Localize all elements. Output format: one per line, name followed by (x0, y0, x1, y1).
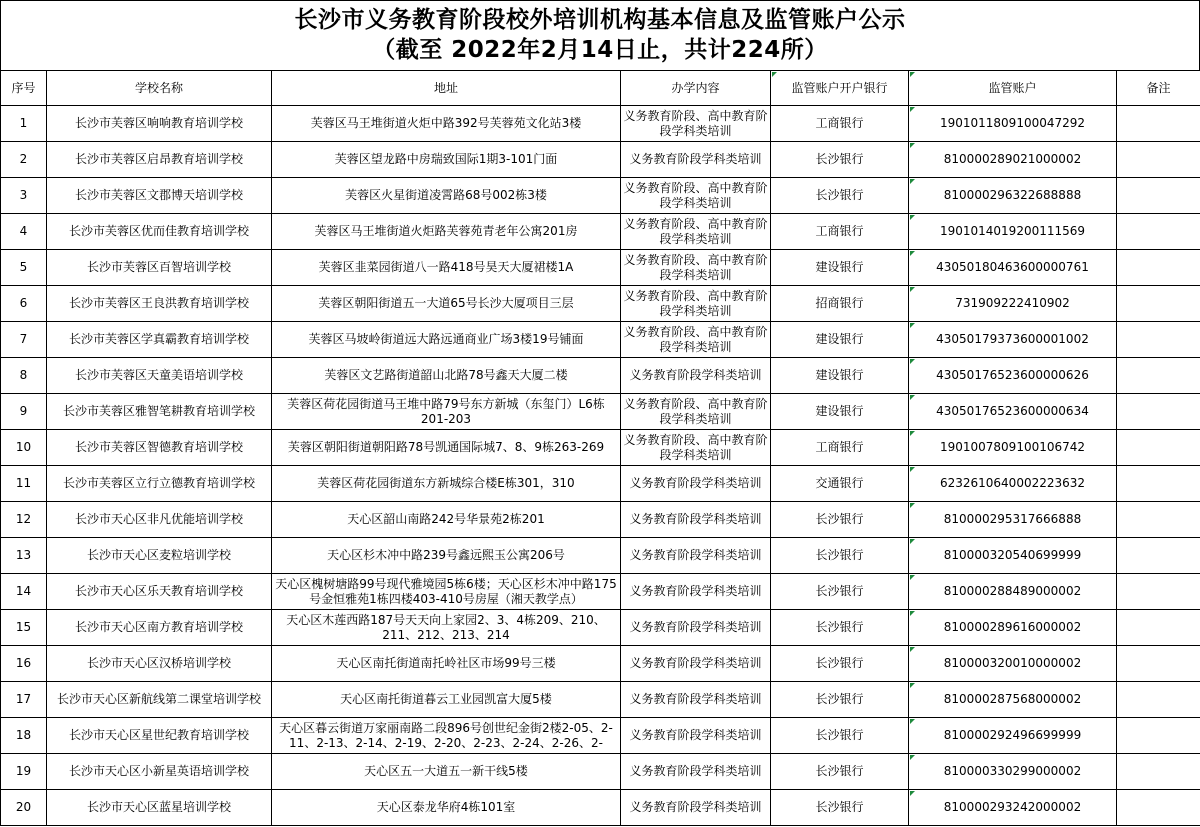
cell-address[interactable] (272, 502, 621, 538)
table-row (1, 394, 1200, 430)
cell-bank[interactable] (771, 430, 909, 466)
cell-school[interactable] (47, 142, 272, 178)
cell-content-text: 义务教育阶段学科类培训 (629, 512, 762, 526)
cell-school-text: 长沙市芙蓉区学真霸教育培训学校 (68, 332, 249, 346)
cell-no-text: 4 (19, 224, 28, 238)
cell-no-text: 8 (19, 368, 28, 382)
cell-school[interactable] (47, 502, 272, 538)
cell-bank-text: 建设银行 (815, 404, 864, 418)
cell-content-text: 义务教育阶段学科类培训 (629, 620, 762, 634)
cell-school[interactable] (47, 106, 272, 142)
cell-content[interactable] (621, 574, 771, 610)
cell-address-text: 天心区槐树塘路99号现代雅境园5栋6楼；天心区杉木冲中路175号金恒雅苑1栋四楼403-410号房屋（湘天教学点） (275, 576, 617, 606)
cell-bank-text: 长沙银行 (815, 656, 864, 670)
cell-bank-text: 长沙银行 (815, 692, 864, 706)
cell-bank[interactable] (771, 610, 909, 646)
cell-account[interactable] (909, 538, 1117, 574)
cell-content[interactable] (621, 502, 771, 538)
cell-bank[interactable] (771, 754, 909, 790)
cell-school-text: 长沙市天心区南方教育培训学校 (74, 620, 243, 634)
table-row (1, 754, 1200, 790)
cell-no-text: 3 (19, 188, 28, 202)
cell-school[interactable] (47, 430, 272, 466)
cell-address[interactable] (272, 178, 621, 214)
cell-address[interactable] (272, 142, 621, 178)
cell-school[interactable] (47, 538, 272, 574)
cell-note[interactable] (1117, 718, 1200, 754)
cell-school-text: 长沙市芙蓉区天童美语培训学校 (74, 368, 243, 382)
cell-bank[interactable] (771, 250, 909, 286)
page-title: 长沙市义务教育阶段校外培训机构基本信息及监管账户公示 (294, 7, 906, 33)
cell-school[interactable] (47, 790, 272, 826)
cell-note[interactable] (1117, 214, 1200, 250)
table-row (1, 718, 1200, 754)
cell-address-text: 天心区南托街道南托岭社区市场99号三楼 (336, 656, 556, 670)
cell-account[interactable] (909, 574, 1117, 610)
cell-address-text: 芙蓉区马王堆街道火炬路芙蓉苑青老年公寓201房 (314, 224, 578, 238)
cell-school[interactable] (47, 214, 272, 250)
cell-content[interactable] (621, 178, 771, 214)
cell-bank-text: 长沙银行 (815, 512, 864, 526)
cell-no-text: 2 (19, 152, 28, 166)
cell-no-text: 19 (15, 764, 32, 778)
cell-address[interactable] (272, 610, 621, 646)
cell-content-text: 义务教育阶段、高中教育阶段学科类培训 (623, 180, 768, 210)
cell-no-text: 7 (19, 332, 28, 346)
cell-account-text: 810000292496699999 (943, 728, 1082, 742)
cell-bank-text: 长沙银行 (815, 548, 864, 562)
cell-content[interactable] (621, 538, 771, 574)
cell-account[interactable] (909, 466, 1117, 502)
cell-account-text: 1901011809100047292 (939, 116, 1086, 130)
table-row (1, 610, 1200, 646)
cell-no-text: 12 (15, 512, 32, 526)
cell-account[interactable] (909, 106, 1117, 142)
cell-no[interactable] (1, 502, 47, 538)
cell-note[interactable] (1117, 538, 1200, 574)
cell-content-text: 义务教育阶段、高中教育阶段学科类培训 (623, 432, 768, 462)
cell-bank-text: 长沙银行 (815, 584, 864, 598)
cell-account[interactable] (909, 718, 1117, 754)
cell-content-text: 义务教育阶段、高中教育阶段学科类培训 (623, 252, 768, 282)
cell-bank-text: 长沙银行 (815, 620, 864, 634)
cell-content-text: 义务教育阶段、高中教育阶段学科类培训 (623, 216, 768, 246)
cell-note[interactable] (1117, 790, 1200, 826)
cell-no[interactable] (1, 250, 47, 286)
cell-address[interactable] (272, 106, 621, 142)
cell-no-text: 14 (15, 584, 32, 598)
cell-address[interactable] (272, 754, 621, 790)
cell-bank-text: 长沙银行 (815, 728, 864, 742)
cell-account[interactable] (909, 646, 1117, 682)
cell-account-text: 810000289616000002 (943, 620, 1082, 634)
cell-school[interactable] (47, 322, 272, 358)
header-cell-note[interactable]: 备注 (1117, 71, 1200, 106)
cell-address-text: 天心区南托街道暮云工业园凯富大厦5楼 (340, 692, 552, 706)
cell-school[interactable] (47, 466, 272, 502)
cell-account-text: 731909222410902 (955, 296, 1070, 310)
cell-content[interactable] (621, 142, 771, 178)
cell-address-text: 芙蓉区马坡岭街道远大路远通商业广场3楼19号铺面 (308, 332, 584, 346)
cell-content[interactable] (621, 250, 771, 286)
header-cell-no[interactable]: 序号 (1, 71, 47, 106)
cell-account[interactable] (909, 790, 1117, 826)
cell-no[interactable] (1, 142, 47, 178)
cell-account[interactable] (909, 142, 1117, 178)
cell-note[interactable] (1117, 106, 1200, 142)
cell-address[interactable] (272, 466, 621, 502)
cell-account[interactable] (909, 286, 1117, 322)
cell-bank-text: 建设银行 (815, 260, 864, 274)
cell-address-text: 芙蓉区望龙路中房瑞致国际1期3-101门面 (334, 152, 558, 166)
cell-account[interactable] (909, 358, 1117, 394)
cell-content[interactable] (621, 466, 771, 502)
cell-no[interactable] (1, 286, 47, 322)
cell-account-text: 810000293242000002 (943, 800, 1082, 814)
cell-content[interactable] (621, 646, 771, 682)
cell-school[interactable] (47, 754, 272, 790)
cell-address[interactable] (272, 790, 621, 826)
cell-address-text: 芙蓉区韭菜园街道八一路418号昊天大厦裙楼1A (318, 260, 574, 274)
table-row (1, 466, 1200, 502)
table-row (1, 646, 1200, 682)
table-body (1, 106, 1200, 826)
cell-school-text: 长沙市芙蓉区响响教育培训学校 (74, 116, 243, 130)
cell-school[interactable] (47, 610, 272, 646)
cell-address[interactable] (272, 682, 621, 718)
header-cell-bank[interactable]: 监管账户开户银行 (771, 71, 909, 106)
table-row (1, 106, 1200, 142)
cell-school-text: 长沙市天心区乐天教育培训学校 (74, 584, 243, 598)
cell-bank-text: 建设银行 (815, 332, 864, 346)
cell-account-text: 810000320010000002 (943, 656, 1082, 670)
cell-no-text: 15 (15, 620, 32, 634)
table-row (1, 322, 1200, 358)
cell-bank-text: 工商银行 (815, 116, 864, 130)
cell-note[interactable] (1117, 502, 1200, 538)
cell-account-text: 810000296322688888 (943, 188, 1082, 202)
cell-content-text: 义务教育阶段学科类培训 (629, 476, 762, 490)
cell-school-text: 长沙市芙蓉区立行立德教育培训学校 (62, 476, 255, 490)
cell-address-text: 天心区暮云街道万家丽南路二段896号创世纪金街2楼2-05、2-11、2-13、2-14、2-19、2-20、2-23、2-24、2-26、2- (279, 720, 613, 750)
cell-address-text: 芙蓉区马王堆街道火炬中路392号芙蓉苑文化站3楼 (310, 116, 582, 130)
cell-no-text: 5 (19, 260, 28, 274)
cell-no[interactable] (1, 322, 47, 358)
cell-no-text: 10 (15, 440, 32, 454)
cell-address-text: 天心区木莲西路187号天天向上家园2、3、4栋209、210、211、212、213、214 (286, 612, 606, 642)
cell-school-text: 长沙市天心区麦粒培训学校 (86, 548, 231, 562)
cell-account-text: 810000320540699999 (943, 548, 1082, 562)
table-row (1, 142, 1200, 178)
cell-school[interactable] (47, 718, 272, 754)
cell-account[interactable] (909, 394, 1117, 430)
cell-content-text: 义务教育阶段、高中教育阶段学科类培训 (623, 396, 768, 426)
cell-no-text: 18 (15, 728, 32, 742)
cell-content-text: 义务教育阶段学科类培训 (629, 800, 762, 814)
cell-account-text: 623261064000222363​2 (939, 476, 1086, 490)
cell-bank-text: 工商银行 (815, 224, 864, 238)
table-row (1, 538, 1200, 574)
cell-content[interactable] (621, 358, 771, 394)
cell-bank[interactable] (771, 394, 909, 430)
cell-no-text: 11 (15, 476, 32, 490)
cell-no[interactable] (1, 106, 47, 142)
cell-school[interactable] (47, 574, 272, 610)
cell-content-text: 义务教育阶段学科类培训 (629, 728, 762, 742)
cell-school-text: 长沙市芙蓉区优而佳教育培训学校 (68, 224, 249, 238)
cell-address[interactable] (272, 250, 621, 286)
table-row (1, 286, 1200, 322)
table-row (1, 358, 1200, 394)
table-row (1, 502, 1200, 538)
cell-address[interactable] (272, 322, 621, 358)
cell-school[interactable] (47, 646, 272, 682)
cell-account-text: 43050180463600000761 (936, 260, 1089, 274)
cell-bank[interactable] (771, 790, 909, 826)
cell-no[interactable] (1, 682, 47, 718)
cell-note[interactable] (1117, 394, 1200, 430)
cell-account[interactable] (909, 682, 1117, 718)
cell-account[interactable] (909, 502, 1117, 538)
cell-school-text: 长沙市芙蓉区启昂教育培训学校 (74, 152, 243, 166)
cell-account[interactable] (909, 754, 1117, 790)
cell-note[interactable] (1117, 250, 1200, 286)
cell-account-text: 810000288489000002 (943, 584, 1082, 598)
cell-note[interactable] (1117, 610, 1200, 646)
cell-content-text: 义务教育阶段学科类培训 (629, 152, 762, 166)
cell-address[interactable] (272, 538, 621, 574)
cell-address[interactable] (272, 646, 621, 682)
table-row (1, 574, 1200, 610)
cell-bank-text: 长沙银行 (815, 188, 864, 202)
cell-no-text: 13 (15, 548, 32, 562)
cell-address-text: 天心区泰龙华府4栋101室 (376, 800, 516, 814)
cell-account[interactable] (909, 178, 1117, 214)
cell-account[interactable] (909, 214, 1117, 250)
cell-bank[interactable] (771, 358, 909, 394)
cell-content[interactable] (621, 610, 771, 646)
cell-school-text: 长沙市天心区蓝星培训学校 (86, 800, 231, 814)
cell-note[interactable] (1117, 754, 1200, 790)
cell-note[interactable] (1117, 430, 1200, 466)
cell-address[interactable] (272, 394, 621, 430)
cell-school-text: 长沙市芙蓉区王良洪教育培训学校 (68, 296, 249, 310)
table-row (1, 682, 1200, 718)
cell-school[interactable] (47, 250, 272, 286)
cell-content[interactable] (621, 322, 771, 358)
cell-bank[interactable] (771, 718, 909, 754)
data-table (0, 70, 1200, 826)
cell-school-text: 长沙市芙蓉区百智培训学校 (86, 260, 231, 274)
cell-note[interactable] (1117, 286, 1200, 322)
cell-content[interactable] (621, 682, 771, 718)
cell-account-text: 1901014019200111569 (939, 224, 1086, 238)
cell-no[interactable] (1, 538, 47, 574)
cell-no[interactable] (1, 394, 47, 430)
cell-no[interactable] (1, 574, 47, 610)
title-block (0, 0, 1200, 71)
cell-bank-text: 工商银行 (815, 440, 864, 454)
cell-school-text: 长沙市天心区新航线第二课堂培训学校 (56, 692, 261, 706)
cell-no[interactable] (1, 610, 47, 646)
header-cell-school[interactable]: 学校名称 (47, 71, 272, 106)
cell-address-text: 天心区杉木冲中路239号鑫远熙玉公寓206号 (327, 548, 565, 562)
cell-account-text: 810000295317666888 (943, 512, 1082, 526)
cell-account-text: 810000330299000002 (943, 764, 1082, 778)
cell-school-text: 长沙市天心区汉桥培训学校 (86, 656, 231, 670)
cell-bank-text: 招商银行 (815, 296, 864, 310)
cell-content[interactable] (621, 790, 771, 826)
cell-address-text: 芙蓉区火星街道凌霄路68号002栋3楼 (345, 188, 547, 202)
cell-content[interactable] (621, 106, 771, 142)
cell-content[interactable] (621, 394, 771, 430)
cell-address-text: 芙蓉区朝阳街道五一大道65号长沙大厦项目三层 (318, 296, 574, 310)
cell-no-text: 6 (19, 296, 28, 310)
cell-school[interactable] (47, 358, 272, 394)
cell-address[interactable] (272, 574, 621, 610)
cell-content-text: 义务教育阶段学科类培训 (629, 368, 762, 382)
cell-no-text: 16 (15, 656, 32, 670)
cell-address-text: 天心区五一大道五一新干线5楼 (364, 764, 528, 778)
cell-school-text: 长沙市芙蓉区文郡博天培训学校 (74, 188, 243, 202)
cell-account-text: 43050176523600000634 (936, 404, 1089, 418)
cell-account[interactable] (909, 250, 1117, 286)
cell-note[interactable] (1117, 574, 1200, 610)
cell-no-text: 17 (15, 692, 32, 706)
header-cell-content[interactable]: 办学内容 (621, 71, 771, 106)
cell-no[interactable] (1, 178, 47, 214)
cell-account[interactable] (909, 430, 1117, 466)
cell-bank-text: 长沙银行 (815, 152, 864, 166)
cell-bank[interactable] (771, 502, 909, 538)
cell-bank[interactable] (771, 214, 909, 250)
cell-no[interactable] (1, 430, 47, 466)
cell-bank[interactable] (771, 466, 909, 502)
cell-content-text: 义务教育阶段、高中教育阶段学科类培训 (623, 108, 768, 138)
cell-bank[interactable] (771, 142, 909, 178)
cell-content-text: 义务教育阶段学科类培训 (629, 764, 762, 778)
cell-school-text: 长沙市天心区非凡优能培训学校 (74, 512, 243, 526)
cell-content-text: 义务教育阶段学科类培训 (629, 548, 762, 562)
cell-bank[interactable] (771, 682, 909, 718)
header-cell-account[interactable]: 监管账户 (909, 71, 1117, 106)
cell-no[interactable] (1, 718, 47, 754)
cell-school[interactable] (47, 394, 272, 430)
cell-bank[interactable] (771, 286, 909, 322)
cell-no[interactable] (1, 754, 47, 790)
cell-account-text: 1901007809100106742 (939, 440, 1086, 454)
cell-bank[interactable] (771, 322, 909, 358)
cell-account-text: 43050179373600001002 (936, 332, 1089, 346)
cell-content[interactable] (621, 430, 771, 466)
cell-school-text: 长沙市芙蓉区智德教育培训学校 (74, 440, 243, 454)
table-row (1, 430, 1200, 466)
cell-no[interactable] (1, 646, 47, 682)
cell-no[interactable] (1, 790, 47, 826)
cell-address[interactable] (272, 358, 621, 394)
cell-account[interactable] (909, 610, 1117, 646)
cell-note[interactable] (1117, 682, 1200, 718)
cell-school[interactable] (47, 286, 272, 322)
cell-address-text: 芙蓉区荷花园街道东方新城综合楼E栋301，310 (317, 476, 575, 490)
cell-address-text: 芙蓉区荷花园街道马王堆中路79号东方新城（东玺门）L6栋201-203 (287, 396, 605, 426)
cell-account-text: 810000287568000002 (943, 692, 1082, 706)
cell-account-text: 43050176523600000626 (936, 368, 1089, 382)
table-row (1, 214, 1200, 250)
cell-content[interactable] (621, 214, 771, 250)
table-row (1, 790, 1200, 826)
cell-bank[interactable] (771, 574, 909, 610)
cell-content-text: 义务教育阶段学科类培训 (629, 656, 762, 670)
cell-no[interactable] (1, 214, 47, 250)
cell-no-text: 9 (19, 404, 28, 418)
cell-bank-text: 长沙银行 (815, 764, 864, 778)
table-row (1, 250, 1200, 286)
cell-bank[interactable] (771, 178, 909, 214)
cell-address[interactable] (272, 214, 621, 250)
page-subtitle: （截至 2022年2月14日止，共计224所） (372, 37, 828, 63)
cell-content-text: 义务教育阶段学科类培训 (629, 584, 762, 598)
cell-address[interactable] (272, 286, 621, 322)
cell-account[interactable] (909, 322, 1117, 358)
cell-content[interactable] (621, 754, 771, 790)
cell-address-text: 天心区韶山南路242号华景苑2栋201 (347, 512, 545, 526)
cell-address[interactable] (272, 718, 621, 754)
table-row (1, 178, 1200, 214)
cell-bank[interactable] (771, 646, 909, 682)
cell-school-text: 长沙市芙蓉区雅智笔耕教育培训学校 (62, 404, 255, 418)
cell-address[interactable] (272, 430, 621, 466)
cell-school-text: 长沙市天心区星世纪教育培训学校 (68, 728, 249, 742)
cell-bank[interactable] (771, 538, 909, 574)
cell-note[interactable] (1117, 142, 1200, 178)
cell-content[interactable] (621, 718, 771, 754)
cell-no-text: 1 (19, 116, 28, 130)
cell-bank-text: 长沙银行 (815, 800, 864, 814)
cell-bank-text: 交通银行 (815, 476, 864, 490)
cell-content-text: 义务教育阶段学科类培训 (629, 692, 762, 706)
cell-no-text: 20 (15, 800, 32, 814)
header-cell-address[interactable]: 地址 (272, 71, 621, 106)
cell-note[interactable] (1117, 322, 1200, 358)
cell-note[interactable] (1117, 646, 1200, 682)
cell-no[interactable] (1, 466, 47, 502)
cell-school[interactable] (47, 178, 272, 214)
cell-school[interactable] (47, 682, 272, 718)
cell-address-text: 芙蓉区朝阳街道朝阳路78号凯通国际城7、8、9栋263-269 (287, 440, 605, 454)
cell-bank-text: 建设银行 (815, 368, 864, 382)
cell-account-text: 810000289021000002 (943, 152, 1082, 166)
cell-content-text: 义务教育阶段、高中教育阶段学科类培训 (623, 324, 768, 354)
cell-address-text: 芙蓉区文艺路街道韶山北路78号鑫天大厦二楼 (324, 368, 568, 382)
cell-content-text: 义务教育阶段、高中教育阶段学科类培训 (623, 288, 768, 318)
cell-no[interactable] (1, 358, 47, 394)
cell-note[interactable] (1117, 358, 1200, 394)
cell-school-text: 长沙市天心区小新星英语培训学校 (68, 764, 249, 778)
cell-note[interactable] (1117, 466, 1200, 502)
cell-bank[interactable] (771, 106, 909, 142)
cell-note[interactable] (1117, 178, 1200, 214)
cell-content[interactable] (621, 286, 771, 322)
header-row (1, 71, 1200, 106)
